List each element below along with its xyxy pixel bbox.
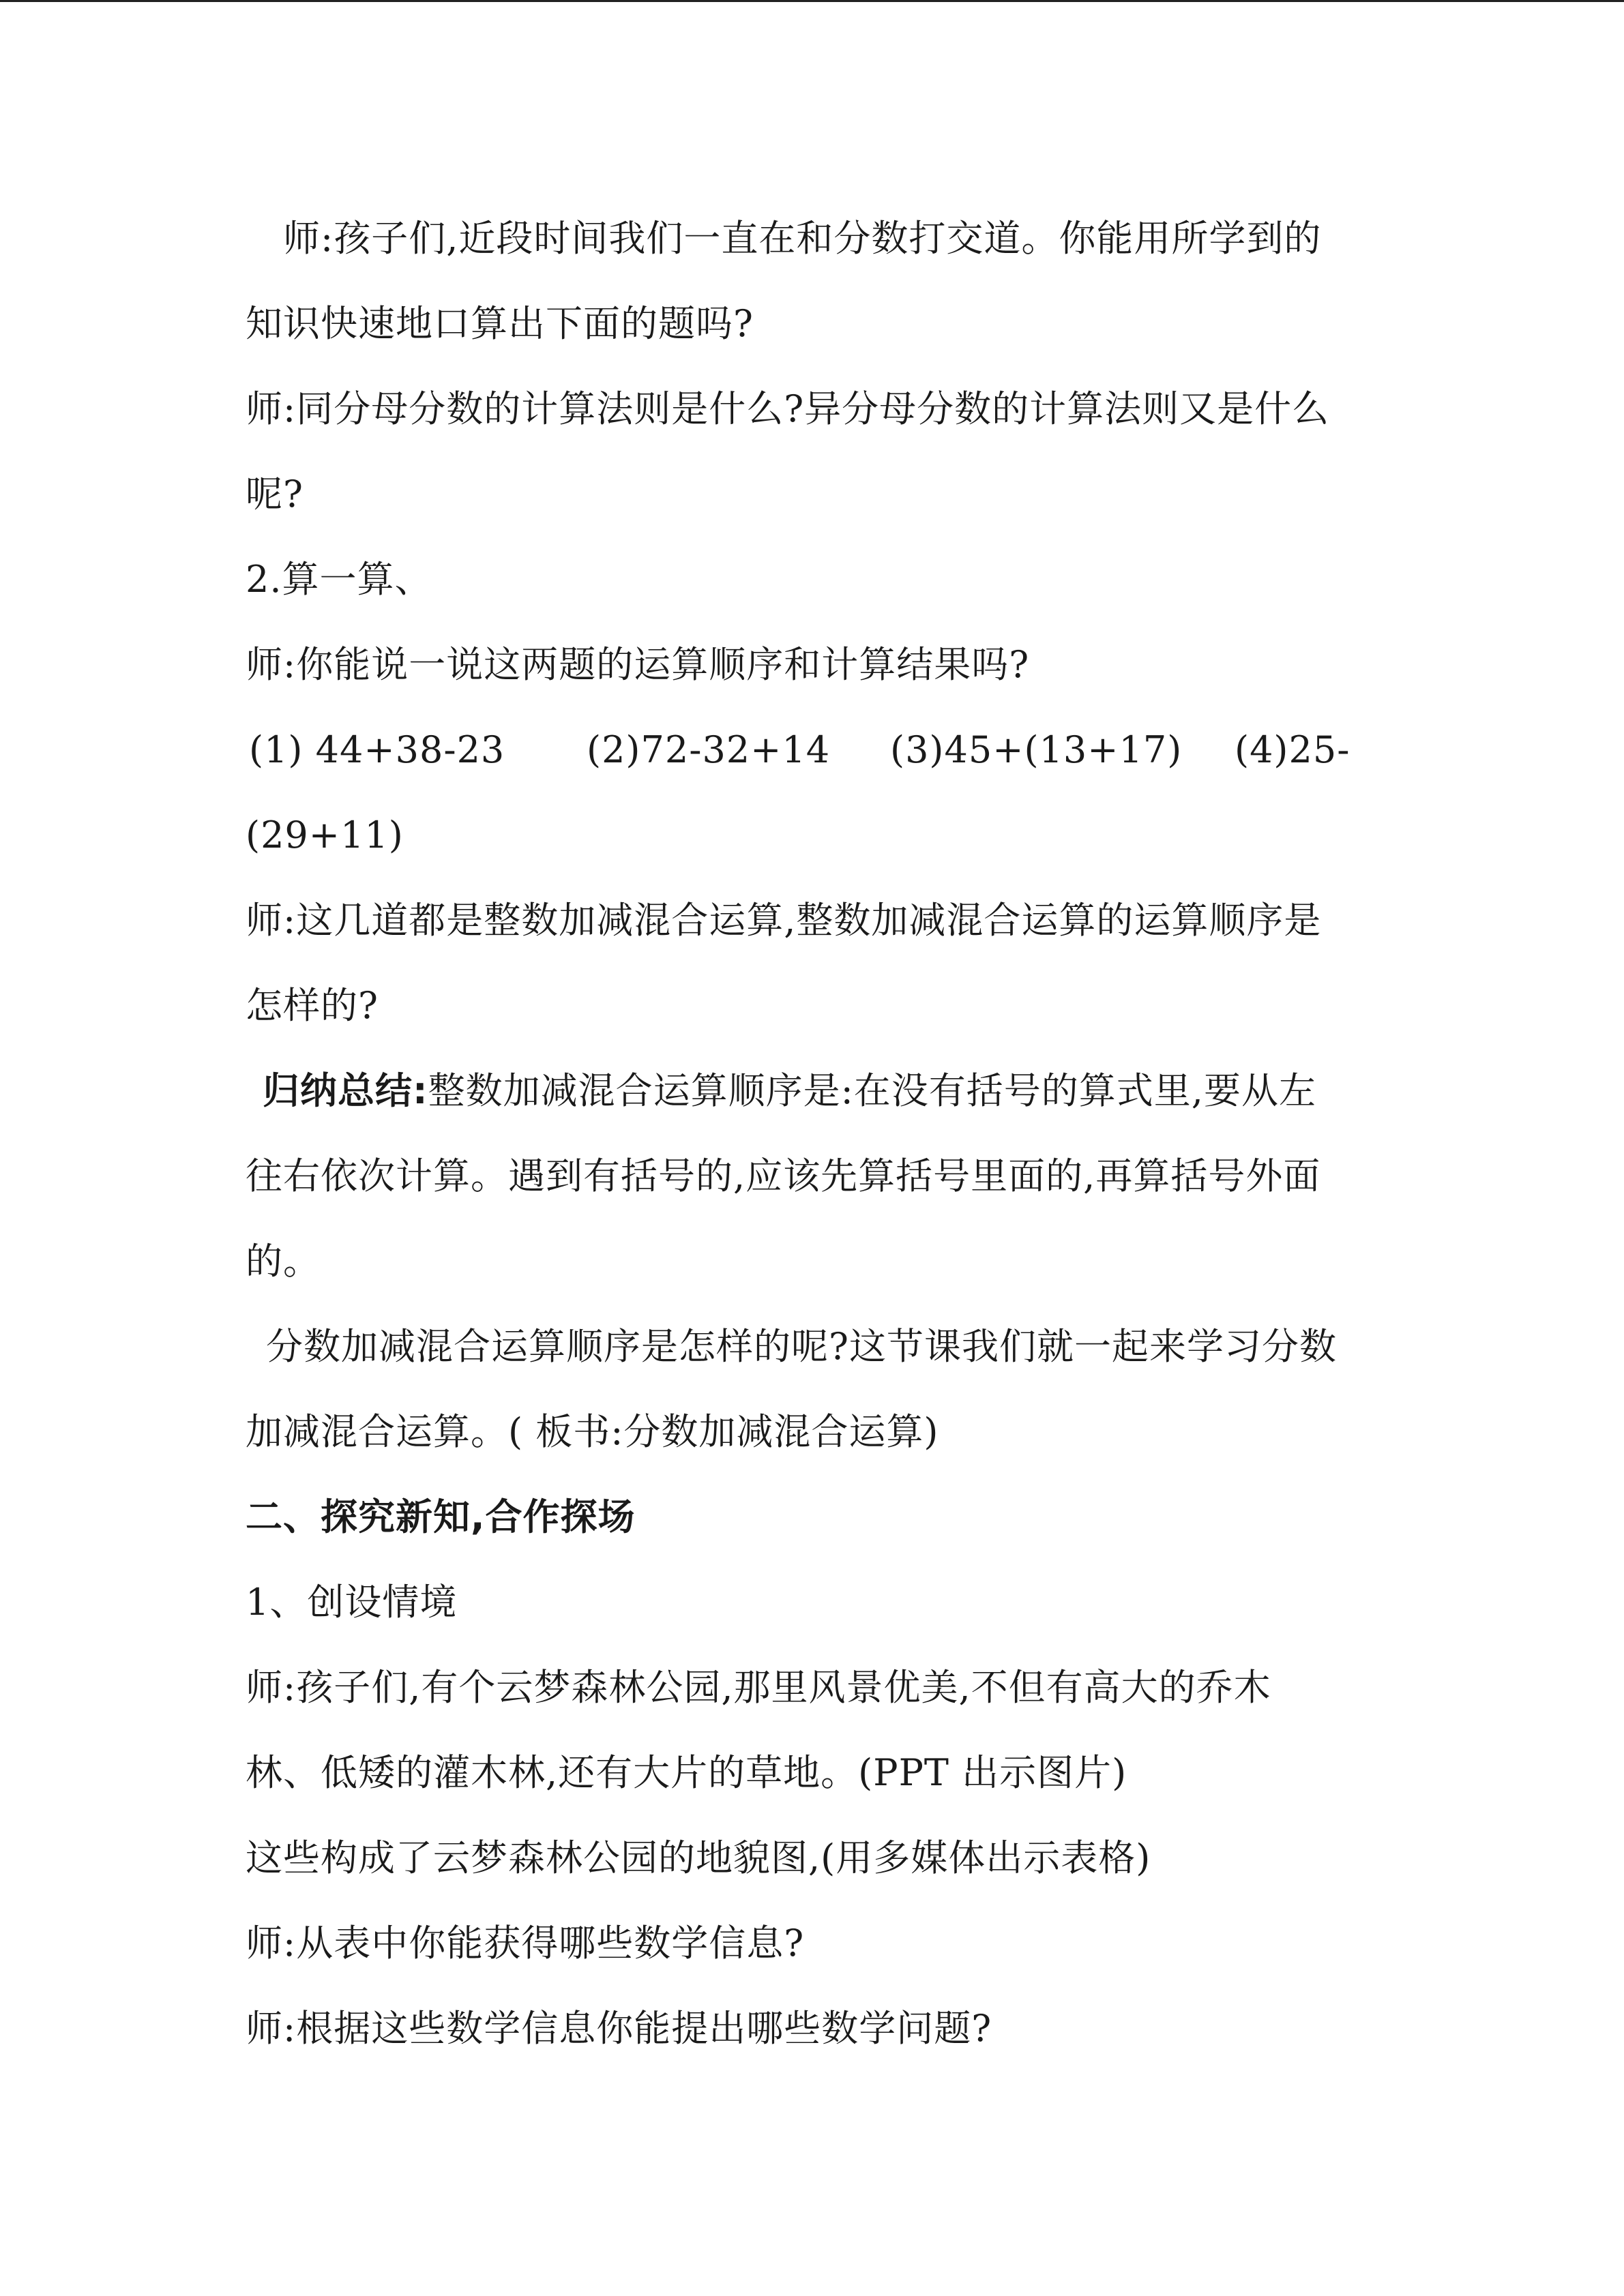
paragraph-line-4: 呢? xyxy=(246,473,304,516)
paragraph-line-18: 师:孩子们,有个云梦森林公园,那里风景优美,不但有高大的乔木 xyxy=(246,1666,1271,1709)
summary-line-3: 的。 xyxy=(246,1240,321,1283)
summary-line-1 xyxy=(263,1064,1316,1118)
paragraph-line-20: 这些构成了云梦森林公园的地貌图,(用多媒体出示表格) xyxy=(246,1836,1151,1879)
paragraph-line-22: 师:根据这些数学信息你能提出哪些数学问题? xyxy=(246,2007,992,2050)
summary-line-2: 往右依次计算。遇到有括号的,应该先算括号里面的,再算括号外面 xyxy=(246,1154,1321,1197)
paragraph-line-9: 师:这几道都是整数加减混合运算,整数加减混合运算的运算顺序是 xyxy=(246,899,1322,942)
subsection-heading-1: 1、创设情境 xyxy=(246,1581,458,1624)
paragraph-line-19: 林、低矮的灌木林,还有大片的草地。(PPT 出示图片) xyxy=(246,1751,1127,1794)
paragraph-line-21: 师:从表中你能获得哪些数学信息? xyxy=(246,1922,805,1965)
paragraph-line-2: 知识快速地口算出下面的题吗? xyxy=(246,302,754,345)
summary-text: 整数加减混合运算顺序是:在没有括号的算式里,要从左 xyxy=(428,1069,1316,1112)
paragraph-line-1: 师:孩子们,近段时间我们一直在和分数打交道。你能用所学到的 xyxy=(283,217,1322,260)
section-label-calc: 2.算一算、 xyxy=(246,558,432,601)
paragraph-line-15: 加减混合运算。( 板书:分数加减混合运算) xyxy=(246,1410,939,1453)
expression-3: (3)45+(13+17) xyxy=(890,728,1183,771)
expression-continuation: (29+11) xyxy=(246,814,404,856)
expression-4: (4)25- xyxy=(1235,728,1350,771)
paragraph-line-14: 分数加减混合运算顺序是怎样的呢?这节课我们就一起来学习分数 xyxy=(266,1325,1337,1368)
paragraph-line-3: 师:同分母分数的计算法则是什么?异分母分数的计算法则又是什么 xyxy=(246,387,1330,430)
section-heading-2: 二、探究新知,合作探场 xyxy=(246,1495,636,1538)
paragraph-line-10: 怎样的? xyxy=(246,984,379,1027)
expression-1: (1) 44+38-23 xyxy=(249,728,505,771)
paragraph-line-6: 师:你能说一说这两题的运算顺序和计算结果吗? xyxy=(246,643,1030,686)
summary-label: 归纳总结: xyxy=(263,1069,428,1112)
expression-2: (2)72-32+14 xyxy=(587,728,831,771)
